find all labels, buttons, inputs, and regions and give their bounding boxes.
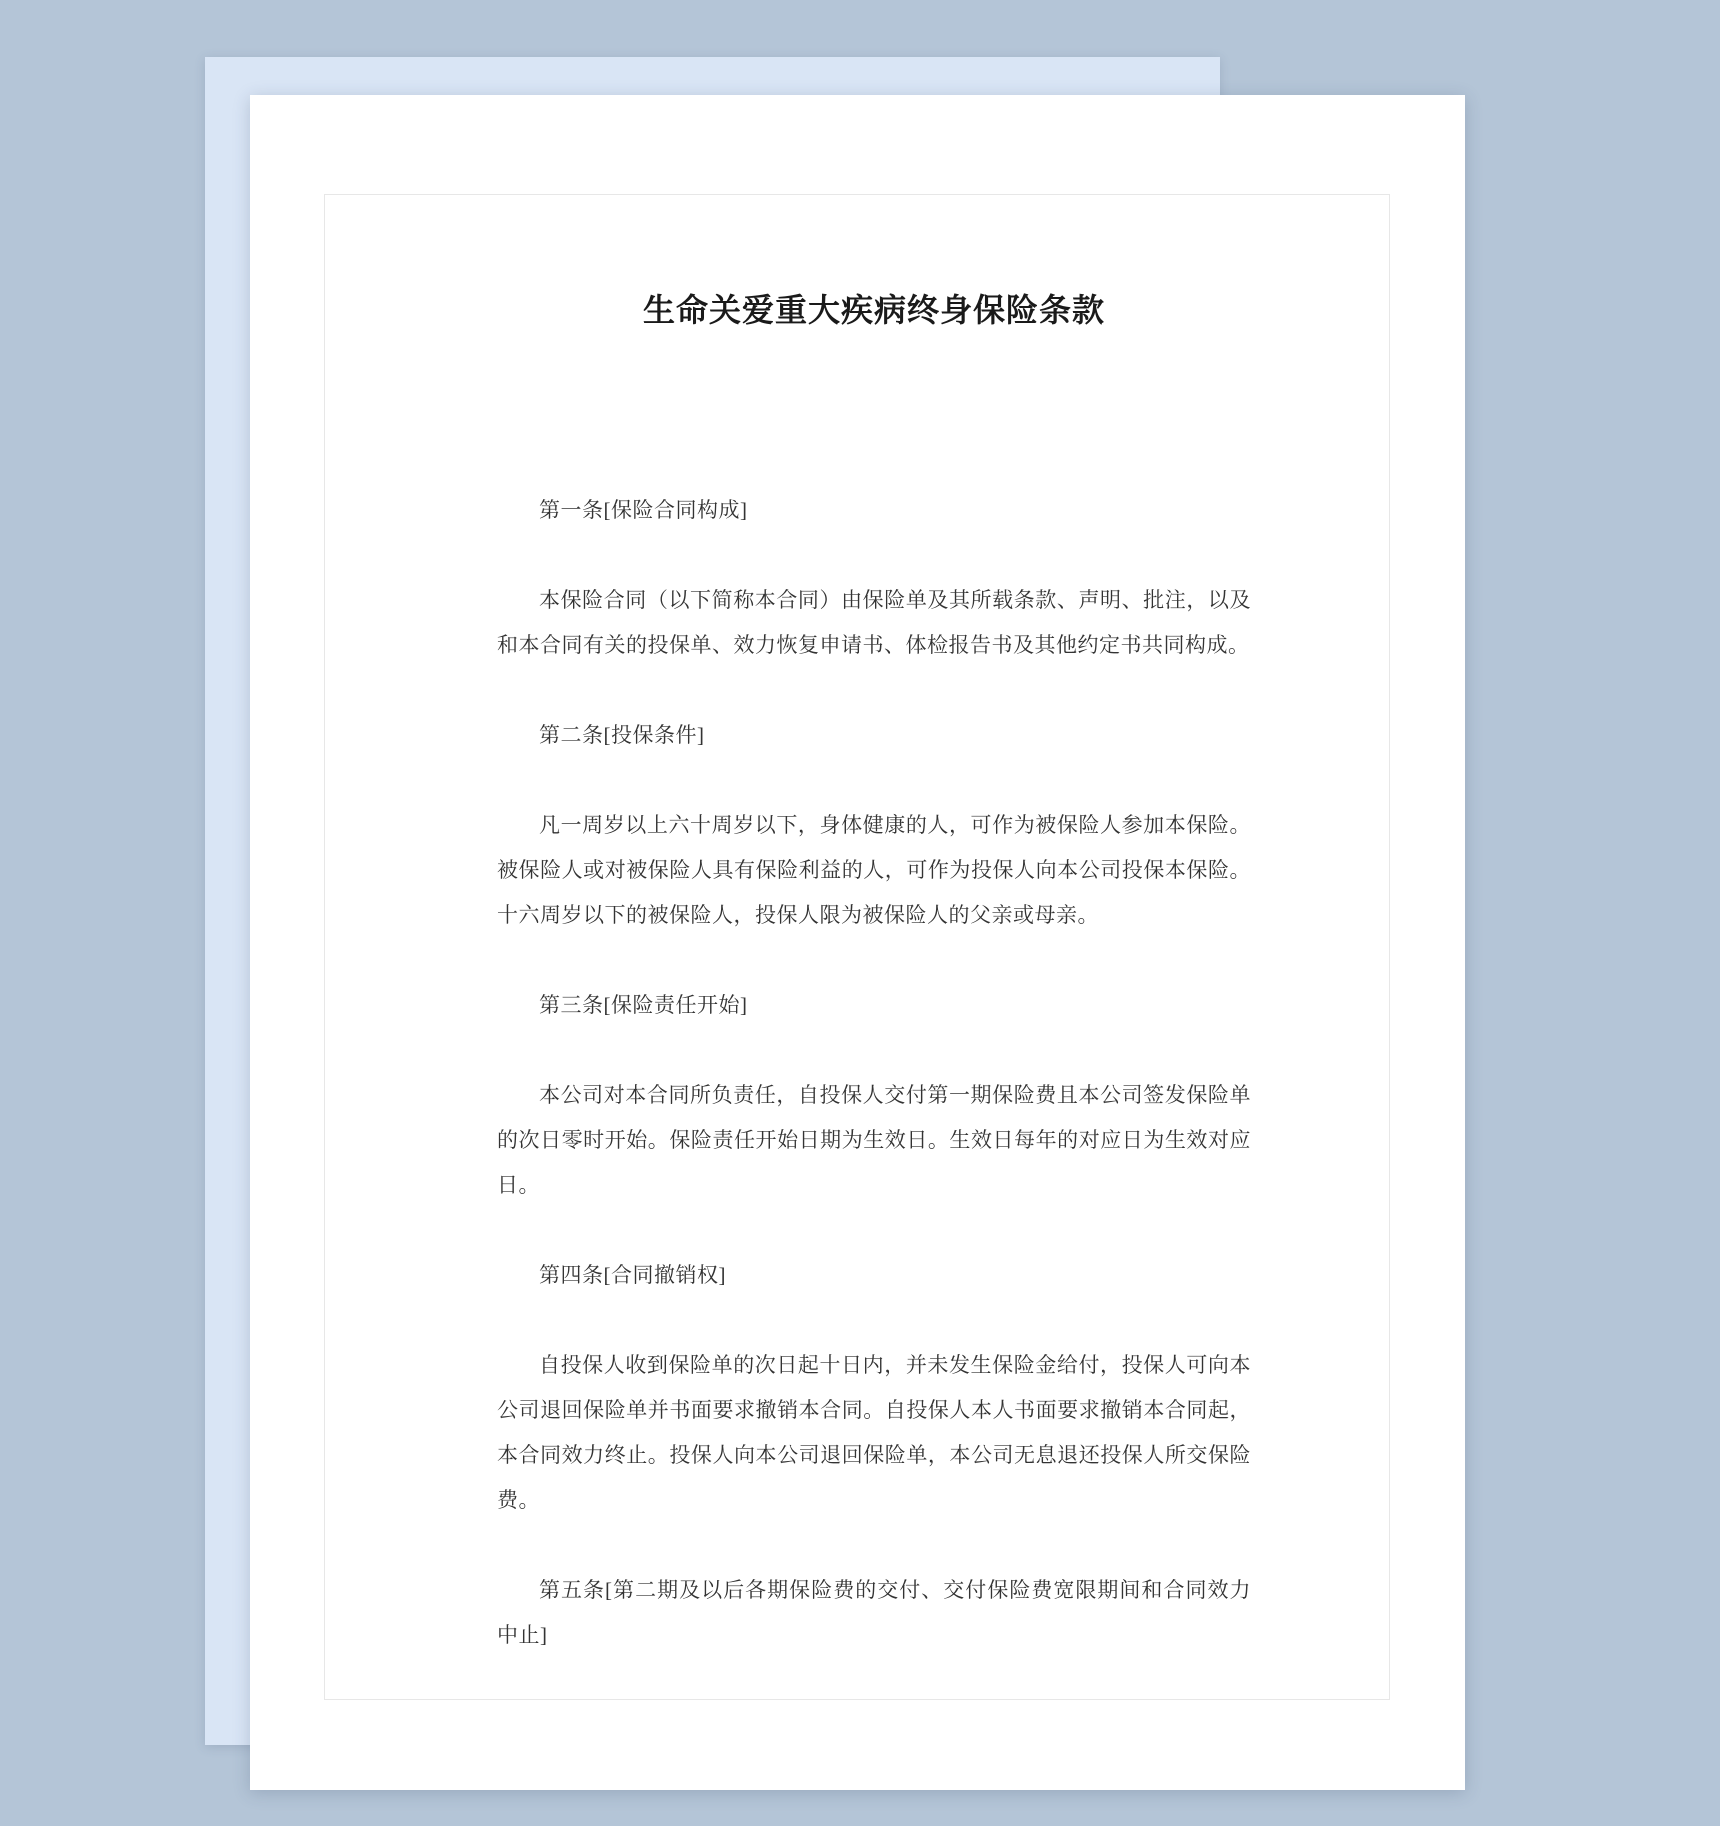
content-frame <box>324 194 1390 1700</box>
section-heading-4: 第四条[合同撤销权] <box>539 1263 726 1287</box>
document-body <box>497 488 1251 1658</box>
section-paragraph-2: 凡一周岁以上六十周岁以下，身体健康的人，可作为被保险人参加本保险。被保险人或对被保险人具有保险利益的人，可作为投保人向本公司投保本保险。十六周岁以下的被保险人，投保人限为被保险人的父亲或母亲。 <box>497 813 1251 927</box>
section-heading-1: 第一条[保险合同构成] <box>539 498 748 522</box>
document-page <box>250 95 1465 1790</box>
section-paragraph-1: 本保险合同（以下简称本合同）由保险单及其所载条款、声明、批注，以及和本合同有关的投保单、效力恢复申请书、体检报告书及其他约定书共同构成。 <box>497 588 1251 657</box>
section-paragraph-3: 本公司对本合同所负责任，自投保人交付第一期保险费且本公司签发保险单的次日零时开始。保险责任开始日期为生效日。生效日每年的对应日为生效对应日。 <box>497 1083 1251 1197</box>
section-paragraph-4: 自投保人收到保险单的次日起十日内，并未发生保险金给付，投保人可向本公司退回保险单并书面要求撤销本合同。自投保人本人书面要求撤销本合同起，本合同效力终止。投保人向本公司退回保险单，本公司无息退还投保人所交保险费。 <box>497 1353 1251 1512</box>
section-heading-3: 第三条[保险责任开始] <box>539 993 748 1017</box>
section-heading-5: 第五条[第二期及以后各期保险费的交付、交付保险费宽限期间和合同效力中止] <box>497 1578 1251 1647</box>
document-title: 生命关爱重大疾病终身保险条款 <box>642 292 1105 328</box>
section-heading-2: 第二条[投保条件] <box>539 723 705 747</box>
